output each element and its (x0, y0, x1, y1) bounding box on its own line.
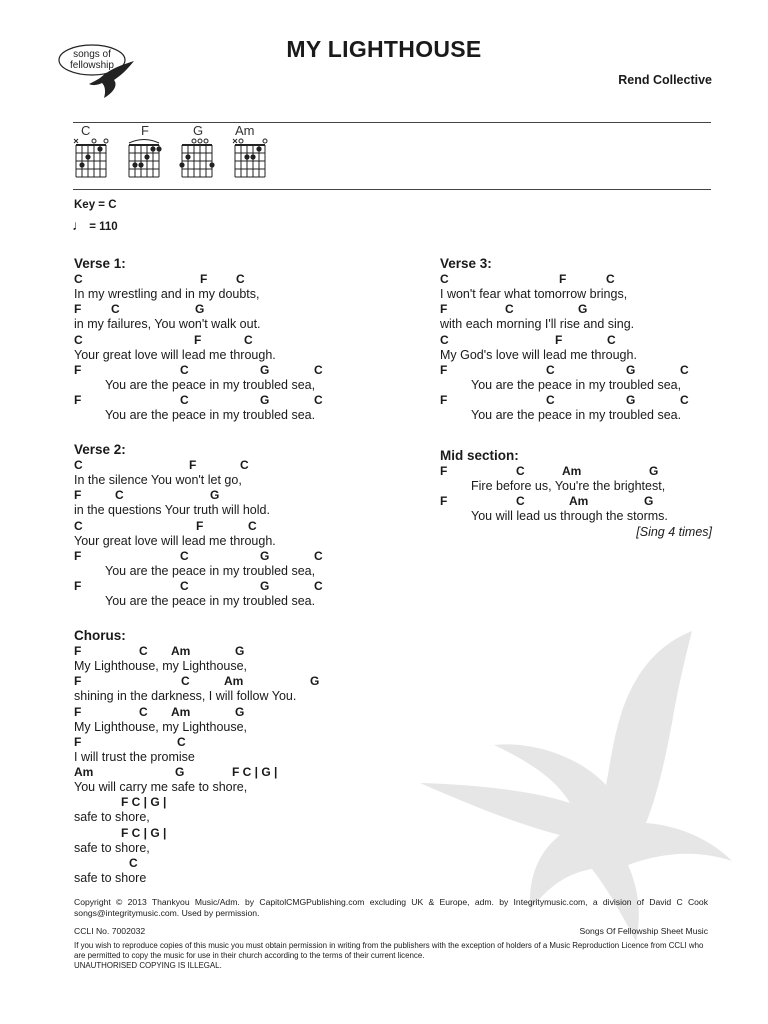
lyric-text: My Lighthouse, my Lighthouse, (74, 719, 248, 734)
chord-symbol: F (440, 494, 448, 509)
section-verse-2 (74, 441, 414, 609)
lyric-text: In my wrestling and in my doubts, (74, 287, 260, 301)
chord-symbol: C (139, 704, 148, 719)
chord-row (74, 705, 414, 720)
chord-symbol: G (235, 704, 245, 719)
chord-symbol: C (314, 579, 323, 594)
chord-symbol: C (248, 518, 257, 533)
song-line (74, 488, 414, 518)
tempo-line (72, 217, 118, 233)
chord-symbol: C (74, 518, 83, 533)
artist-name: Rend Collective (618, 73, 712, 87)
line-list (440, 464, 712, 525)
song-line (74, 735, 414, 765)
chord-symbol: C (606, 272, 615, 286)
line-list (74, 272, 414, 423)
chord-symbol: C (180, 362, 189, 377)
chord-symbol: C (111, 302, 120, 317)
chord-row (74, 765, 414, 780)
song-line (440, 302, 720, 332)
ccli-number: CCLI No. 7002032 (74, 926, 146, 936)
section-title: Verse 1: (74, 256, 126, 271)
chord-symbol: Am (171, 704, 191, 719)
lyric-text: You will carry me safe to shore, (74, 780, 248, 795)
chord-row (74, 735, 414, 750)
chord-symbol: C (74, 272, 83, 286)
song-line (74, 674, 414, 704)
chord-symbol: C (180, 579, 189, 594)
chord-symbol: F (74, 548, 82, 563)
chord-symbol: Am (569, 494, 589, 509)
chord-symbol: F (196, 518, 204, 533)
song-line (74, 393, 414, 423)
section-title: Mid section: (440, 448, 519, 463)
chord-symbol: F C | G | (121, 825, 167, 840)
chord-row (440, 363, 720, 378)
lyric-text: You are the peace in my troubled sea. (471, 408, 682, 423)
chord-symbol: G (260, 393, 270, 408)
chord-row (74, 795, 414, 810)
section-title: Verse 2: (74, 442, 126, 457)
lyric-text: safe to shore (74, 871, 147, 886)
chord-symbol: C (244, 332, 253, 347)
song-key: Key = C (74, 199, 117, 211)
permission-text: If you wish to reproduce copies of this music you must obtain permission in writing from the publishers with the exception of holders of a Music Reproduction Licence from CCLI who are permitted to copy the music for use in their church according to the terms of their current licence. (74, 941, 704, 960)
chord-row (440, 272, 720, 287)
chord-symbol: C (440, 332, 449, 347)
lyric-text: in my failures, You won't walk out. (74, 317, 261, 332)
sing-repeat-note: [Sing 4 times] (636, 524, 712, 539)
chord-symbol: F (74, 734, 82, 749)
chord-symbol: C (129, 856, 138, 871)
chord-row (74, 393, 414, 408)
chord-row (74, 272, 414, 287)
bottom-divider (73, 189, 711, 190)
lyric-text: I will trust the promise (74, 749, 195, 764)
chord-symbol: F (74, 644, 82, 658)
chord-row (74, 579, 414, 594)
chord-row (74, 333, 414, 348)
song-line (440, 333, 720, 363)
lyric-text: I won't fear what tomorrow brings, (440, 287, 628, 301)
chord-symbol: F (74, 704, 82, 719)
chord-symbol: F (74, 362, 82, 377)
chord-row (74, 488, 414, 503)
chord-row (74, 856, 414, 871)
chord-symbol: G (626, 362, 636, 377)
lyric-text: in the questions Your truth will hold. (74, 503, 270, 518)
song-line (74, 302, 414, 332)
chord-symbol: Am (74, 765, 94, 780)
chord-diagrams (73, 123, 373, 188)
chord-name-g: G (193, 123, 204, 138)
chord-row (440, 333, 720, 348)
chord-row (74, 458, 414, 473)
chord-symbol: F (194, 332, 202, 347)
chord-symbol: G (260, 548, 270, 563)
song-line (74, 826, 414, 856)
lyric-text: You are the peace in my troubled sea. (105, 594, 316, 609)
chord-symbol: G (310, 674, 320, 689)
chord-row (74, 549, 414, 564)
chord-symbol: Am (224, 674, 244, 689)
chord-symbol: C (180, 393, 189, 408)
song-title: MY LIGHTHOUSE (286, 36, 482, 62)
quarter-note-icon: ♩ (72, 217, 86, 233)
chord-symbol: C (236, 272, 245, 286)
chord-symbol: G (235, 644, 245, 658)
unauthorised-warning: UNAUTHORISED COPYING IS ILLEGAL. (74, 961, 222, 970)
permission-notice (74, 941, 708, 971)
chord-symbol: C (516, 494, 525, 509)
song-line (74, 363, 414, 393)
lyric-text: You are the peace in my troubled sea. (105, 408, 316, 423)
chord-symbol: Am (171, 644, 191, 658)
chord-symbol: F (189, 458, 197, 472)
section-mid (440, 447, 712, 540)
chord-row (440, 494, 712, 509)
chord-diagram-am (232, 137, 270, 185)
chord-symbol: G (626, 393, 636, 408)
lyric-text: Fire before us, You're the brightest, (471, 479, 666, 493)
song-line (74, 705, 414, 735)
line-list (74, 458, 414, 609)
section-verse-3 (440, 255, 720, 423)
chord-symbol: G (210, 488, 220, 503)
chord-symbol: C (546, 362, 555, 377)
chord-symbol: C (74, 458, 83, 472)
chord-symbol: C (314, 548, 323, 563)
chord-name-am: Am (235, 123, 255, 138)
chord-symbol: C (516, 464, 525, 478)
song-line (440, 363, 720, 393)
chord-row (74, 644, 414, 659)
song-line (74, 333, 414, 363)
copyright-notice: Copyright © 2013 Thankyou Music/Adm. by CapitolCMGPublishing.com excluding UK & Europe, adm. by Integritymusic.com, a division of David C Cook songs@integritymusic.com. Used by permission. (74, 897, 708, 918)
chord-symbol: F (440, 464, 448, 478)
chord-name-f: F (141, 123, 149, 138)
chord-symbol: F (74, 393, 82, 408)
chord-symbol: G (649, 464, 659, 478)
chord-symbol: F (74, 488, 82, 503)
chord-symbol: C (139, 644, 148, 658)
section-chorus (74, 627, 414, 886)
chord-symbol: F (440, 362, 448, 377)
chord-name-c: C (81, 123, 91, 138)
lyric-text: Your great love will lead me through. (74, 347, 276, 362)
chord-symbol: F (440, 302, 448, 317)
chord-symbol: C (680, 362, 689, 377)
chord-symbol: C (505, 302, 514, 317)
chord-symbol: F (74, 579, 82, 594)
chord-symbol: G (578, 302, 588, 317)
chord-symbol: G (644, 494, 654, 509)
chord-symbol: G (195, 302, 205, 317)
chord-symbol: F C | G | (232, 765, 278, 780)
section-title: Verse 3: (440, 256, 492, 271)
lyric-text: You are the peace in my troubled sea, (105, 377, 316, 392)
song-line (74, 856, 414, 886)
chord-symbol: C (181, 674, 190, 689)
lyric-text: My God's love will lead me through. (440, 347, 637, 362)
song-line (440, 272, 720, 302)
chord-symbol: F (555, 332, 563, 347)
chord-symbol: C (546, 393, 555, 408)
chord-row (74, 519, 414, 534)
chord-symbol: F (200, 272, 208, 286)
song-line (74, 519, 414, 549)
line-list (74, 644, 414, 886)
song-line (74, 579, 414, 609)
song-line (74, 765, 414, 795)
chord-symbol: G (260, 362, 270, 377)
lyric-text: My Lighthouse, my Lighthouse, (74, 659, 248, 673)
chord-symbol: F C | G | (121, 795, 167, 810)
section-verse-1 (74, 255, 414, 423)
chord-symbol: C (440, 272, 449, 286)
tempo-value: = 110 (89, 221, 118, 233)
lyric-text: safe to shore, (74, 840, 150, 855)
song-line (440, 393, 720, 423)
chord-diagram-f (126, 137, 164, 185)
chord-row (74, 826, 414, 841)
song-line (74, 458, 414, 488)
chord-symbol: F (74, 302, 82, 317)
lyric-text: You are the peace in my troubled sea, (105, 563, 316, 578)
line-list (440, 272, 720, 423)
chord-row (74, 674, 414, 689)
chord-symbol: C (180, 548, 189, 563)
chord-row (74, 302, 414, 317)
chord-symbol: G (175, 765, 185, 780)
chord-symbol: F (74, 674, 82, 689)
song-line (74, 272, 414, 302)
chord-symbol: C (314, 362, 323, 377)
lyric-text: You will lead us through the storms. (471, 509, 668, 524)
logo-text-line1: songs of (73, 49, 111, 60)
chord-row (74, 363, 414, 378)
chord-symbol: C (680, 393, 689, 408)
song-line (74, 644, 414, 674)
lyric-text: safe to shore, (74, 810, 150, 825)
song-line (74, 549, 414, 579)
chord-symbol: C (314, 393, 323, 408)
chord-symbol: G (260, 579, 270, 594)
chord-row (440, 302, 720, 317)
chord-diagram-c (73, 137, 111, 185)
lyric-text: with each morning I'll rise and sing. (440, 317, 635, 332)
lyric-text: In the silence You won't let go, (74, 473, 242, 487)
chord-symbol: Am (562, 464, 582, 478)
chord-symbol: C (177, 734, 186, 749)
chord-row (440, 464, 712, 479)
chord-symbol: C (607, 332, 616, 347)
chord-diagram-g (179, 137, 217, 185)
song-line (440, 464, 712, 494)
lyric-text: shining in the darkness, I will follow You. (74, 689, 297, 704)
chord-symbol: C (240, 458, 249, 472)
chord-symbol: F (559, 272, 567, 286)
logo-text-line2: fellowship (70, 60, 114, 71)
chord-symbol: C (115, 488, 124, 503)
chord-symbol: F (440, 393, 448, 408)
chord-symbol: C (74, 332, 83, 347)
lyric-text: Your great love will lead me through. (74, 533, 276, 548)
chord-row (440, 393, 720, 408)
lyric-text: You are the peace in my troubled sea, (471, 377, 682, 392)
song-line (74, 795, 414, 825)
sheet-music-credit: Songs Of Fellowship Sheet Music (579, 926, 708, 936)
section-title: Chorus: (74, 628, 126, 643)
song-line (440, 494, 712, 524)
